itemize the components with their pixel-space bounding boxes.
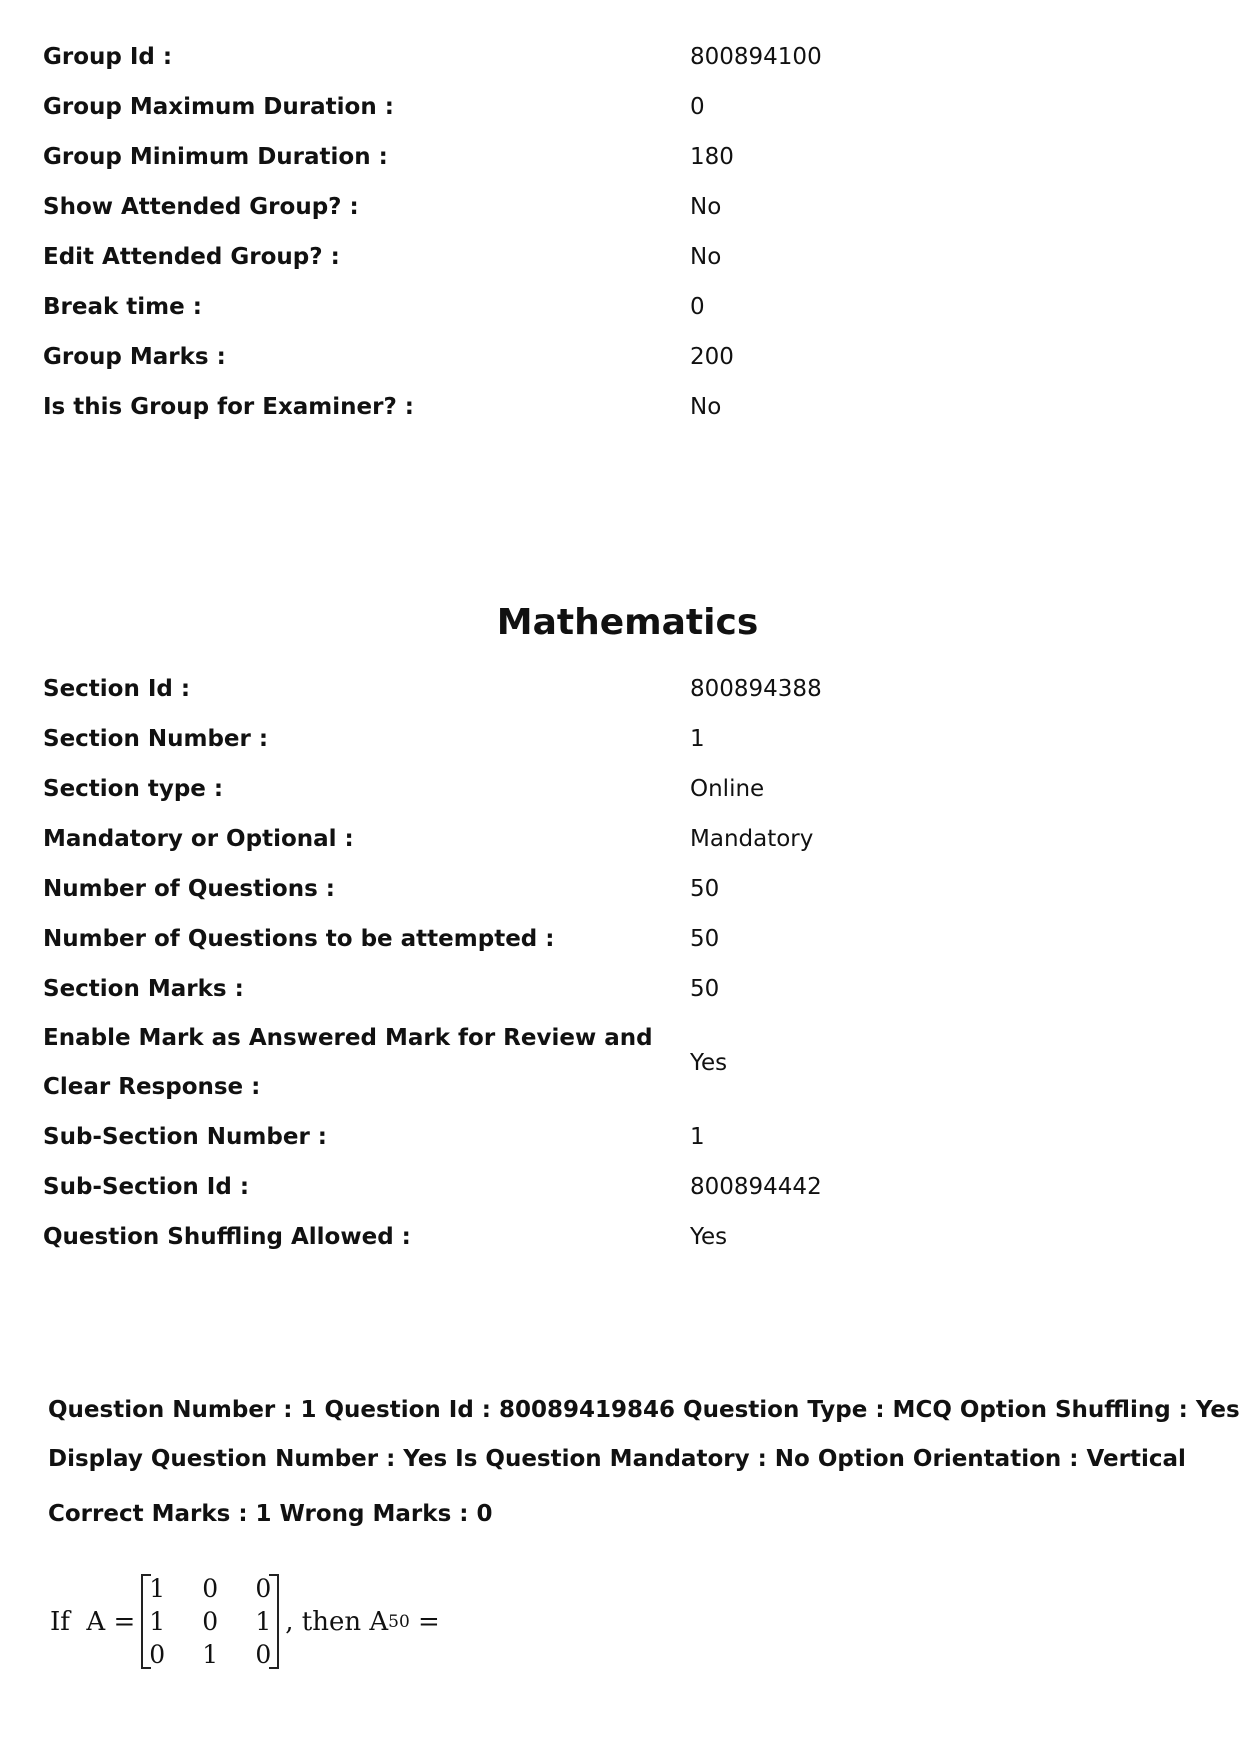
exponent: 50	[388, 1611, 410, 1632]
field-value: 0	[690, 94, 705, 120]
group-row	[43, 232, 1193, 282]
group-row	[43, 332, 1193, 382]
field-value: 50	[690, 926, 720, 952]
field-value: 0	[690, 294, 705, 320]
section-row	[43, 864, 1193, 914]
field-value: Online	[690, 776, 765, 802]
section-row	[43, 964, 1193, 1014]
field-label: Group Maximum Duration :	[43, 94, 394, 120]
section-title: Mathematics	[496, 602, 759, 643]
field-value: Mandatory	[690, 826, 814, 852]
group-row	[43, 282, 1193, 332]
section-row	[43, 1112, 1193, 1162]
field-label: Mandatory or Optional :	[43, 826, 354, 852]
field-label: Section Id :	[43, 676, 191, 702]
field-label: Sub-Section Number :	[43, 1124, 328, 1150]
matrix-cell: 0	[255, 1640, 272, 1669]
field-label: Sub-Section Id :	[43, 1174, 250, 1200]
field-value: No	[690, 194, 722, 220]
group-row	[43, 182, 1193, 232]
question-equals: =	[409, 1606, 440, 1637]
matrix-cell: 1	[149, 1607, 166, 1636]
group-row	[43, 382, 1193, 432]
matrix-cell: 1	[255, 1607, 272, 1636]
field-label: Enable Mark as Answered Mark for Review and Clear Response :	[43, 1025, 653, 1100]
field-label: Section type :	[43, 776, 224, 802]
field-value: 800894100	[690, 44, 822, 70]
field-value: 50	[690, 976, 720, 1002]
question-meta-line-2: Display Question Number : Yes Is Question Mandatory : No Option Orientation : Vertical	[48, 1446, 1186, 1472]
field-value: 180	[690, 144, 734, 170]
matrix-cell: 0	[202, 1607, 219, 1636]
field-value: Yes	[690, 1224, 728, 1250]
group-details	[43, 32, 1193, 432]
group-row	[43, 132, 1193, 182]
section-row	[43, 914, 1193, 964]
question-text	[50, 1572, 440, 1671]
section-row	[43, 1162, 1193, 1212]
matrix-cell: 0	[149, 1640, 166, 1669]
section-row	[43, 764, 1193, 814]
field-value: 50	[690, 876, 720, 902]
field-value: 800894442	[690, 1174, 822, 1200]
field-label: Show Attended Group? :	[43, 194, 359, 220]
field-label: Group Marks :	[43, 344, 226, 370]
field-value: Yes	[690, 1050, 728, 1076]
field-label: Number of Questions to be attempted :	[43, 926, 555, 952]
section-row	[43, 814, 1193, 864]
field-value: 800894388	[690, 676, 822, 702]
section-details	[43, 664, 1193, 1262]
section-row	[43, 714, 1193, 764]
section-row	[43, 664, 1193, 714]
field-label: Edit Attended Group? :	[43, 244, 340, 270]
question-prefix: If A =	[50, 1606, 136, 1637]
field-label: Section Number :	[43, 726, 269, 752]
field-label: Question Shuffling Allowed :	[43, 1224, 411, 1250]
question-meta-line-3: Correct Marks : 1 Wrong Marks : 0	[48, 1501, 493, 1527]
field-label: Break time :	[43, 294, 202, 320]
section-row	[43, 1212, 1193, 1262]
group-row	[43, 32, 1193, 82]
field-value: No	[690, 394, 722, 420]
matrix-cell: 1	[202, 1640, 219, 1669]
question-suffix: , then A	[285, 1606, 389, 1637]
section-row	[43, 1014, 1193, 1112]
field-label: Is this Group for Examiner? :	[43, 394, 415, 420]
field-label: Number of Questions :	[43, 876, 335, 902]
field-value: 1	[690, 726, 705, 752]
matrix-cell: 0	[255, 1574, 272, 1603]
question-meta-line-1: Question Number : 1 Question Id : 80089419846 Question Type : MCQ Option Shuffling : Yes	[48, 1397, 1240, 1423]
field-value: 1	[690, 1124, 705, 1150]
question-metadata	[48, 1386, 1238, 1539]
field-label: Group Minimum Duration :	[43, 144, 388, 170]
matrix-cell: 1	[149, 1574, 166, 1603]
matrix-a	[141, 1572, 279, 1671]
field-label: Group Id :	[43, 44, 173, 70]
group-row	[43, 82, 1193, 132]
matrix-cell: 0	[202, 1574, 219, 1603]
field-label: Section Marks :	[43, 976, 244, 1002]
field-value: No	[690, 244, 722, 270]
field-value: 200	[690, 344, 734, 370]
